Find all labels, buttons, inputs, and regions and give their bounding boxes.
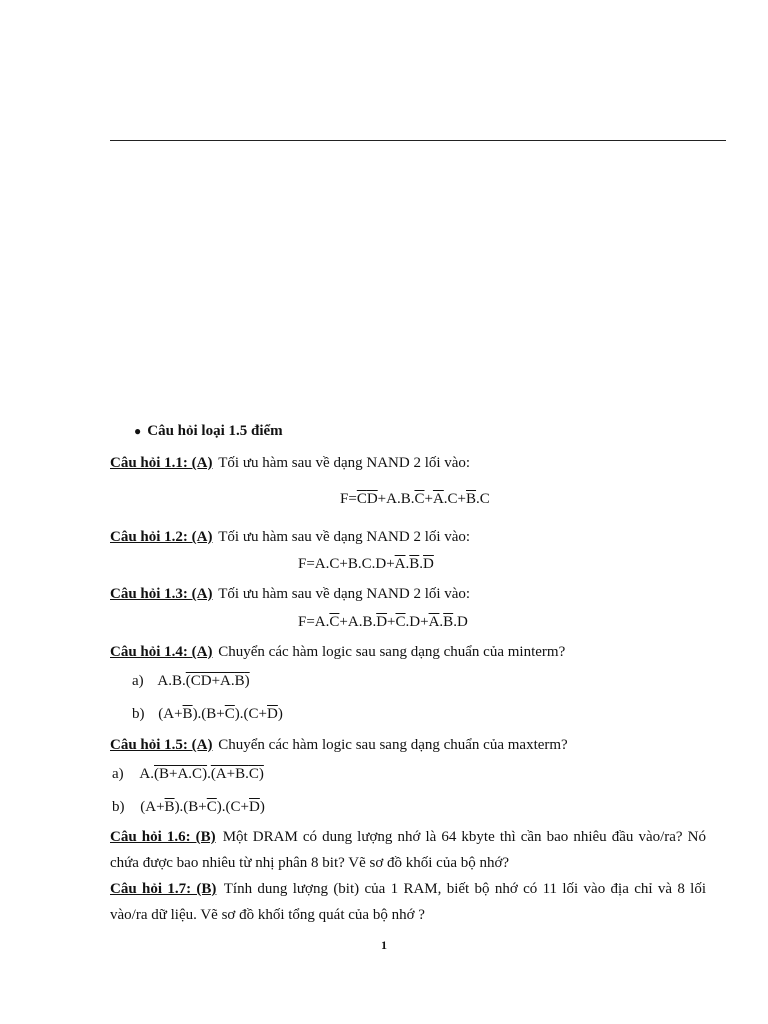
question-label: Câu hỏi 1.6: (B) [110,829,216,845]
item-marker: a) [132,673,144,689]
item-1-5-b: b) $(A+\overline{B}).(B+\overline{C}).(C+\overline{D})$ [112,799,265,815]
question-text: Chuyển các hàm logic sau sang dạng chuẩn của minterm? [218,644,566,660]
question-label: Câu hỏi 1.5: (A) [110,737,213,753]
bullet-icon: ● [134,424,142,438]
question-text: Tối ưu hàm sau về dạng NAND 2 lối vào: [218,586,471,602]
item-marker: a) [112,766,124,782]
question-text: Tối ưu hàm sau về dạng NAND 2 lối vào: [218,529,471,545]
item-1-4-b: b) $(A+\overline{B}).(B+\overline{C}).(C+\overline{D})$ [132,706,283,722]
question-1-1 [110,450,470,476]
formula-1-3: $F=A.\overline{C}+A.B.\overline{D}+\overline{C}.D+\overline{A}.\overline{B}.D$ [298,614,468,630]
question-1-2 [110,524,470,550]
header-rule [110,140,726,141]
question-text: Chuyển các hàm logic sau sang dạng chuẩn của maxterm? [218,737,568,753]
question-1-7 [110,876,706,928]
question-text: Tính dung lượng (bit) của 1 RAM, biết bộ nhớ có 11 lối vào địa chỉ và 8 lối vào/ra dữ liệu. Vẽ sơ đồ khối tổng quát của bộ nhớ ? [110,881,706,923]
item-marker: b) [112,799,125,815]
item-1-5-a: a) A.(B+A.C).(A+B.C) [112,766,264,782]
question-1-6 [110,824,706,876]
question-label: Câu hỏi 1.2: (A) [110,529,213,545]
page-number: 1 [381,938,387,952]
question-label: Câu hỏi 1.1: (A) [110,455,213,471]
question-1-5 [110,732,568,758]
formula-1-2: $F=A.C+B.C.D+\overline{A}.\overline{B}.\overline{D}$ [298,556,434,572]
question-text: Tối ưu hàm sau về dạng NAND 2 lối vào: [218,455,471,471]
question-label: Câu hỏi 1.7: (B) [110,881,217,897]
question-label: Câu hỏi 1.4: (A) [110,644,213,660]
section-heading: ● Câu hỏi loại 1.5 điểm [134,423,283,439]
question-text: Một DRAM có dung lượng nhớ là 64 kbyte thì cần bao nhiêu đầu vào/ra? Nó chứa được bao nhiêu từ nhị phân 8 bit? Vẽ sơ đồ khối của bộ nhớ? [110,829,706,871]
formula-1-1: $F=\overline{C}\overline{D}+A.B.\overline{C}+\overline{A}.C+\overline{B}.C$ [340,491,490,507]
question-1-4 [110,639,565,665]
question-label: Câu hỏi 1.3: (A) [110,586,213,602]
item-marker: b) [132,706,145,722]
item-1-4-a: a) A.B.(CD+A.B) [132,673,250,689]
question-1-3 [110,581,470,607]
